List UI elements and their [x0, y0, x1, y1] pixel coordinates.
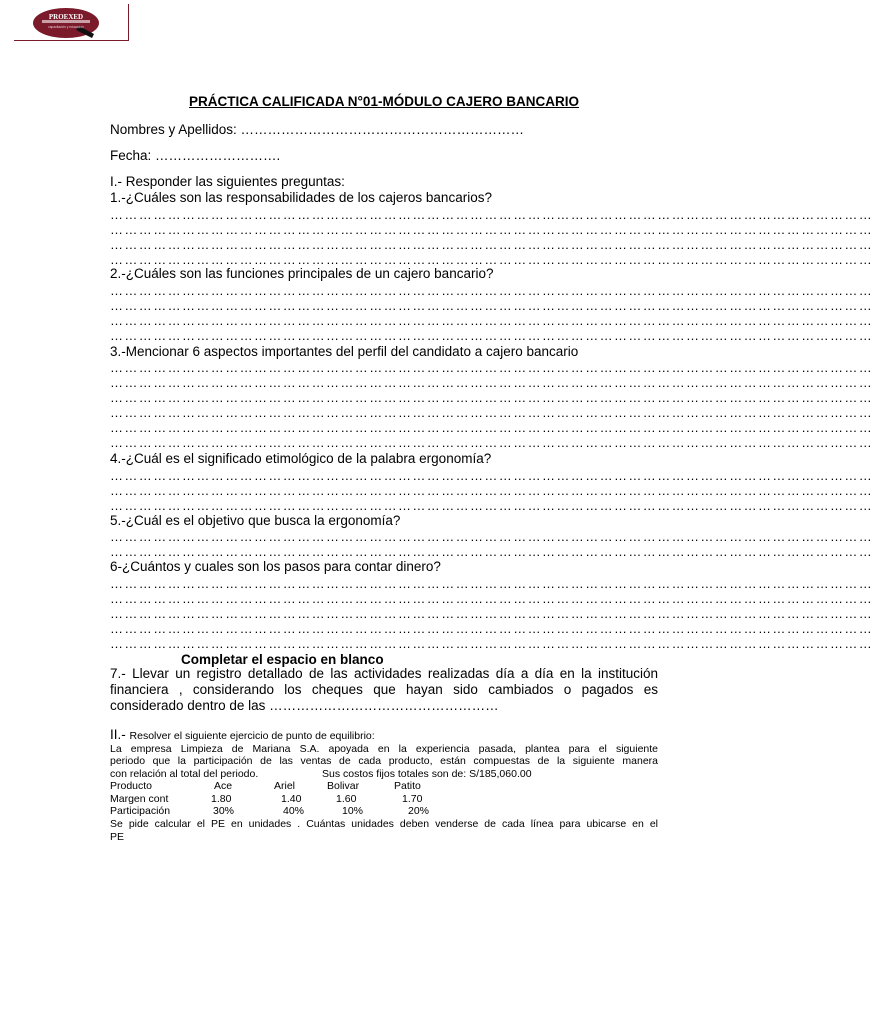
fill-blank-line-3: considerado dentro de las ……………………………………………: [110, 698, 499, 713]
table-row-label: Margen cont: [110, 793, 169, 805]
table-cell: 1.80: [211, 793, 232, 805]
answer-line: ……………………………………………………………………………………………………………………………………………: [110, 252, 873, 267]
problem-line-2: periodo que la participación de las ventas de cada producto, están compuestas de la siguiente manera: [110, 755, 658, 767]
answer-line: ……………………………………………………………………………………………………………………………………………: [110, 207, 873, 222]
table-cell: 10%: [342, 805, 364, 817]
section2-heading-line: [110, 727, 375, 744]
question-3: 3.-Mencionar 6 aspectos importantes del perfil del candidato a cajero bancario: [110, 344, 579, 359]
fill-blank-line-2: financiera , considerando los cheques que hayan sido cambiados o pagados es: [110, 682, 658, 697]
logo-text: PROEXED: [48, 13, 84, 21]
answer-line: ……………………………………………………………………………………………………………………………………………: [110, 544, 873, 559]
section1-heading: I.- Responder las siguientes preguntas:: [110, 174, 345, 189]
date-field: Fecha: ……………………….: [110, 148, 281, 163]
answer-line: ……………………………………………………………………………………………………………………………………………: [110, 283, 873, 298]
section2-heading: Resolver el siguiente ejercicio de punto de equilibrio:: [129, 730, 375, 742]
answer-line: ……………………………………………………………………………………………………………………………………………: [110, 360, 873, 375]
answer-line: ……………………………………………………………………………………………………………………………………………: [110, 529, 873, 544]
question-1: 1.-¿Cuáles son las responsabilidades de los cajeros bancarios?: [110, 190, 492, 205]
table-cell: 1.60: [336, 793, 357, 805]
answer-line: ……………………………………………………………………………………………………………………………………………: [110, 328, 873, 343]
table-cell: 40%: [283, 805, 305, 817]
table-header-bolivar: Bolivar: [327, 780, 360, 792]
fill-blank-heading: Completar el espacio en blanco: [181, 652, 384, 667]
fixed-costs: Sus costos fijos totales son de: S/185,060.00: [322, 768, 532, 780]
problem-line-1: La empresa Limpieza de Mariana S.A. apoyada en la experiencia pasada, plantea para el siguiente: [110, 743, 658, 755]
question-2: 2.-¿Cuáles son las funciones principales de un cajero bancario?: [110, 266, 494, 281]
question-5: 5.-¿Cuál es el objetivo que busca la ergonomía?: [110, 513, 401, 528]
table-row-label: Participación: [110, 805, 171, 817]
answer-line: ……………………………………………………………………………………………………………………………………………: [110, 298, 873, 313]
section2-prefix: II.-: [110, 727, 126, 742]
fill-blank-line-1: 7.- Llevar un registro detallado de las actividades realizadas día a día en la institución: [110, 666, 658, 681]
table-cell: 30%: [213, 805, 235, 817]
table-header-patito: Patito: [394, 780, 421, 792]
answer-line: ……………………………………………………………………………………………………………………………………………: [110, 468, 873, 483]
answer-line: ……………………………………………………………………………………………………………………………………………: [110, 636, 873, 651]
answer-line: ……………………………………………………………………………………………………………………………………………: [110, 591, 873, 606]
answer-line: ……………………………………………………………………………………………………………………………………………: [110, 498, 873, 513]
question-6: 6-¿Cuántos y cuales son los pasos para contar dinero?: [110, 559, 441, 574]
table-header-ariel: Ariel: [274, 780, 296, 792]
proexed-logo: [24, 4, 108, 42]
answer-line: ……………………………………………………………………………………………………………………………………………: [110, 405, 873, 420]
names-field: Nombres y Apellidos: ………………………………………………………: [110, 122, 525, 137]
page-title: PRÁCTICA CALIFICADA N°01-MÓDULO CAJERO BANCARIO: [189, 94, 579, 109]
answer-line: ……………………………………………………………………………………………………………………………………………: [110, 435, 873, 450]
answer-line: ……………………………………………………………………………………………………………………………………………: [110, 621, 873, 636]
answer-line: ……………………………………………………………………………………………………………………………………………: [110, 420, 873, 435]
logo-subtext: capacitación y educación: [48, 25, 84, 29]
answer-line: ……………………………………………………………………………………………………………………………………………: [110, 606, 873, 621]
answer-line: ……………………………………………………………………………………………………………………………………………: [110, 237, 873, 252]
problem-ask-line-1: Se pide calcular el PE en unidades . Cuántas unidades deben venderse de cada línea para ubicarse en el: [110, 818, 658, 830]
table-header-ace: Ace: [214, 780, 233, 792]
answer-line: ……………………………………………………………………………………………………………………………………………: [110, 390, 873, 405]
answer-line: ……………………………………………………………………………………………………………………………………………: [110, 222, 873, 237]
table-cell: 20%: [408, 805, 430, 817]
answer-line: ……………………………………………………………………………………………………………………………………………: [110, 576, 873, 591]
problem-line-3a: con relación al total del periodo.: [110, 768, 259, 780]
table-cell: 1.40: [281, 793, 302, 805]
problem-ask-line-2: PE: [110, 831, 125, 843]
answer-line: ……………………………………………………………………………………………………………………………………………: [110, 483, 873, 498]
question-4: 4.-¿Cuál es el significado etimológico de la palabra ergonomía?: [110, 451, 492, 466]
answer-line: ……………………………………………………………………………………………………………………………………………: [110, 313, 873, 328]
answer-line: ……………………………………………………………………………………………………………………………………………: [110, 375, 873, 390]
table-cell: 1.70: [402, 793, 423, 805]
table-header-producto: Producto: [110, 780, 153, 792]
